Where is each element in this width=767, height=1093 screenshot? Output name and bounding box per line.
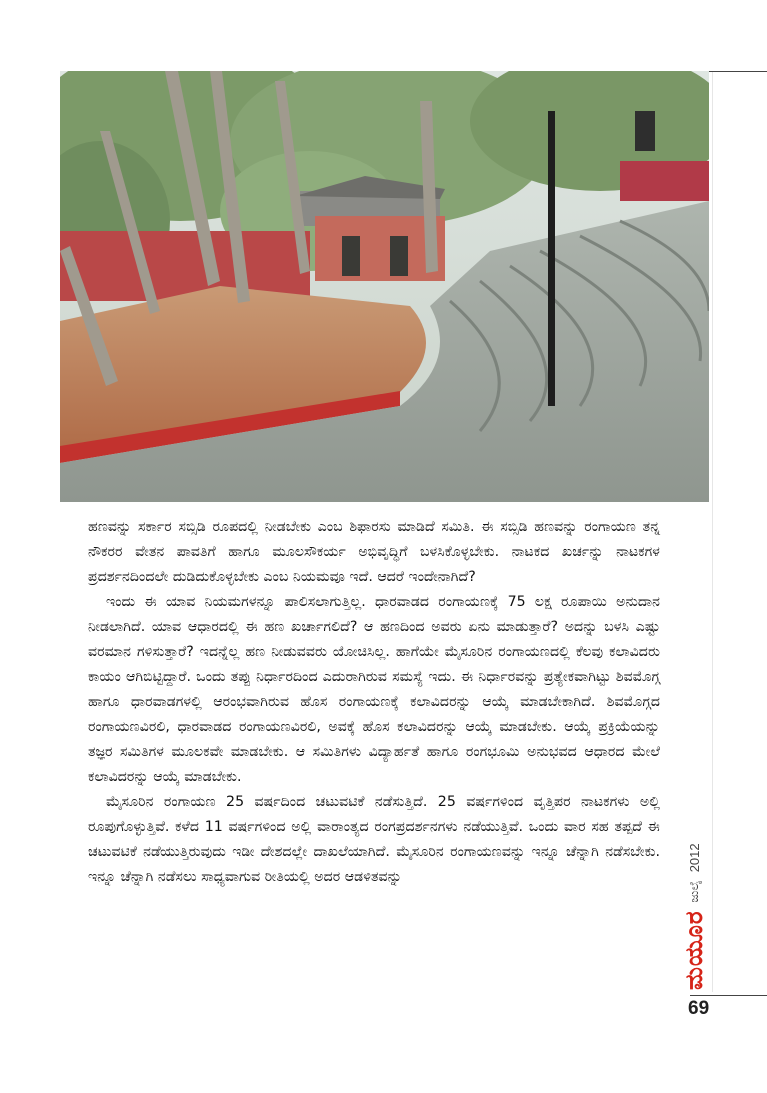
issue-month: ಜುಲೈ <box>686 880 701 903</box>
masthead <box>679 790 709 990</box>
article-paragraph: ಮೈಸೂರಿನ ರಂಗಾಯಣ 25 ವರ್ಷದಿಂದ ಚಟುವಟಿಕೆ ನಡೆಸುತ್ತಿದೆ. 25 ವರ್ಷಗಳಿಂದ ವೃತ್ತಿಪರ ನಾಟಕಗಳು ಅಲ್ಲಿ ರೂಪುಗೊಳ್ಳುತ್ತಿವೆ. ಕಳೆದ 11 ವರ್ಷಗಳಿಂದ ಅಲ್ಲಿ ವಾರಾಂತ್ಯದ ರಂಗಪ್ರದರ್ಶನಗಳು ನಡೆಯುತ್ತಿವೆ. ಒಂದು ವಾರ ಸಹ ತಪ್ಪದೆ ಈ ಚಟುವಟಿಕೆ ನಡೆಯುತ್ತಿರುವುದು ಇಡೀ ದೇಶದಲ್ಲೇ ದಾಖಲೆಯಾಗಿದೆ. ಮೈಸೂರಿನ ರಂಗಾಯಣವನ್ನು ಇನ್ನೂ ಚೆನ್ನಾಗಿ ನಡೆಸಬೇಕು. ಇನ್ನೂ ಚೆನ್ನಾಗಿ ನಡೆಸಲು ಸಾಧ್ಯವಾಗುವ ರೀತಿಯಲ್ಲಿ ಅದರ ಆಡಳಿತವನ್ನು <box>88 794 660 885</box>
article-body <box>88 515 660 890</box>
top-rule <box>706 71 767 72</box>
amphitheatre-photo <box>60 71 709 502</box>
issue-year: 2012 <box>686 843 702 873</box>
article-paragraph: ಇಂದು ಈ ಯಾವ ನಿಯಮಗಳನ್ನೂ ಪಾಲಿಸಲಾಗುತ್ತಿಲ್ಲ. ಧಾರವಾಡದ ರಂಗಾಯಣಕ್ಕೆ 75 ಲಕ್ಷ ರೂಪಾಯಿ ಅನುದಾನ ನೀಡಲಾಗಿದೆ. ಯಾವ ಆಧಾರದಲ್ಲಿ ಈ ಹಣ ಖರ್ಚಾಗಲಿದೆ? ಆ ಹಣದಿಂದ ಅವರು ಏನು ಮಾಡುತ್ತಾರೆ? ಅದನ್ನು ಬಳಸಿ ಎಷ್ಟು ವರಮಾನ ಗಳಿಸುತ್ತಾರೆ? ಇದನ್ನೆಲ್ಲ ಹಣ ನೀಡುವವರು ಯೋಚಿಸಿಲ್ಲ. ಹಾಗೆಯೇ ಮೈಸೂರಿನ ರಂಗಾಯಣದಲ್ಲಿ ಕೆಲವು ಕಲಾವಿದರು ಕಾಯಂ ಆಗಿಬಿಟ್ಟಿದ್ದಾರೆ. ಒಂದು ತಪ್ಪು ನಿರ್ಧಾರದಿಂದ ಎದುರಾಗಿರುವ ಸಮಸ್ಯೆ ಇದು. ಈ ನಿರ್ಧಾರವನ್ನು ಪ್ರತ್ಯೇಕವಾಗಿಟ್ಟು ಶಿವಮೊಗ್ಗ ಹಾಗೂ ಧಾರವಾಡಗಳಲ್ಲಿ ಆರಂಭವಾಗಿರುವ ಹೊಸ ರಂಗಾಯಣಕ್ಕೆ ಕಲಾವಿದರನ್ನು ಆಯ್ಕೆ ಮಾಡಬೇಕಾಗಿದೆ. ಶಿವಮೊಗ್ಗದ ರಂಗಾಯಣವಿರಲಿ, ಧಾರವಾಡದ ರಂಗಾಯಣವಿರಲಿ, ಅವಕ್ಕೆ ಹೊಸ ಕಲಾವಿದರನ್ನು ಆಯ್ಕೆ ಮಾಡಬೇಕು. ಆಯ್ಕೆ ಪ್ರಕ್ರಿಯೆಯನ್ನು ತಜ್ಞರ ಸಮಿತಿಗಳ ಮೂಲಕವೇ ಮಾಡಬೇಕು. ಆ ಸಮಿತಿಗಳು ವಿದ್ಯಾರ್ಹತೆ ಹಾಗೂ ರಂಗಭೂಮಿ ಅನುಭವದ ಆಧಾರದ ಮೇಲೆ ಕಲಾವಿದರನ್ನು ಆಯ್ಕೆ ಮಾಡಬೇಕು. <box>88 594 660 785</box>
magazine-logo: ಮಯೂರ <box>680 910 708 990</box>
side-rule <box>712 72 713 992</box>
article-paragraph: ಹಣವನ್ನು ಸರ್ಕಾರ ಸಬ್ಸಿಡಿ ರೂಪದಲ್ಲಿ ನೀಡಬೇಕು ಎಂಬ ಶಿಫಾರಸು ಮಾಡಿದೆ ಸಮಿತಿ. ಈ ಸಬ್ಸಿಡಿ ಹಣವನ್ನು ರಂಗಾಯಣ ತನ್ನ ನೌಕರರ ವೇತನ ಪಾವತಿಗೆ ಹಾಗೂ ಮೂಲಸೌಕರ್ಯ ಅಭಿವೃದ್ಧಿಗೆ ಬಳಸಿಕೊಳ್ಳಬೇಕು. ನಾಟಕದ ಖರ್ಚನ್ನು ನಾಟಕಗಳ ಪ್ರದರ್ಶನದಿಂದಲೇ ದುಡಿದುಕೊಳ್ಳಬೇಕು ಎಂಬ ನಿಯಮವೂ ಇದೆ. ಆದರೆ ಇಂದೇನಾಗಿದೆ? <box>88 519 660 585</box>
page-number: 69 <box>688 998 710 1019</box>
bottom-rule <box>690 995 767 996</box>
